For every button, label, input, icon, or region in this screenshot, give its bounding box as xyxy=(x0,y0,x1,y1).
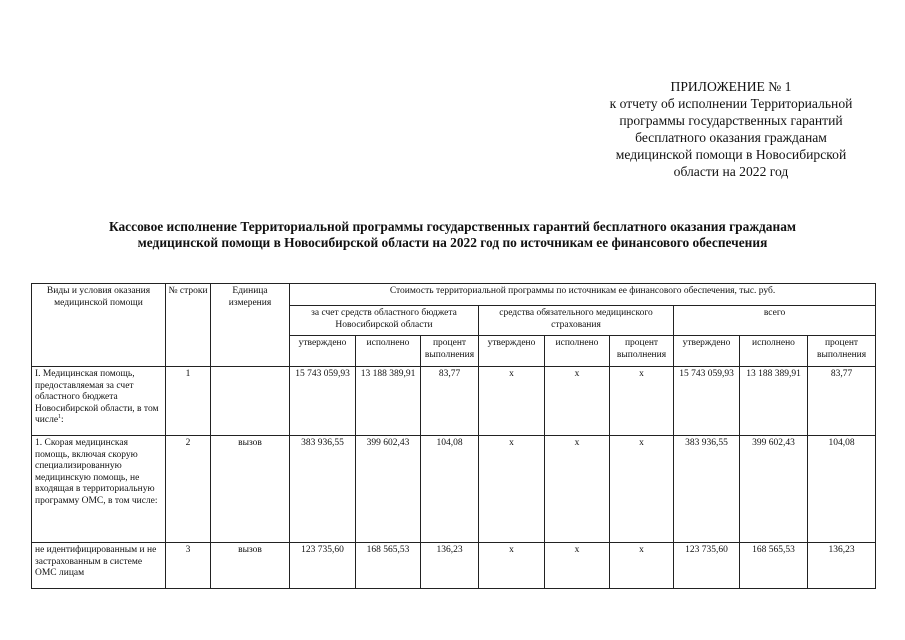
cell-oms-percent: х xyxy=(610,436,674,543)
header-approved: утверждено xyxy=(479,336,545,367)
header-percent: процент выполнения xyxy=(808,336,876,367)
cell-oms-executed: х xyxy=(545,367,610,436)
table-row xyxy=(32,367,876,436)
cell-budget-percent: 83,77 xyxy=(421,367,479,436)
document-title-line: Кассовое исполнение Территориальной программы государственных гарантий бесплатного оказания гражданам xyxy=(108,219,797,234)
appendix-line: медицинской помощи в Новосибирской xyxy=(615,147,847,162)
cell-total-approved: 15 743 059,93 xyxy=(674,367,740,436)
cell-kind-suffix: : xyxy=(61,415,64,425)
table-row xyxy=(32,436,876,543)
cell-unit: вызов xyxy=(211,543,290,589)
cell-row-no: 1 xyxy=(166,367,211,436)
cell-budget-executed: 168 565,53 xyxy=(356,543,421,589)
appendix-line: программы государственных гарантий xyxy=(619,113,843,128)
cell-total-approved: 383 936,55 xyxy=(674,436,740,543)
cell-total-executed: 399 602,43 xyxy=(740,436,808,543)
cell-row-no: 2 xyxy=(166,436,211,543)
cell-unit: вызов xyxy=(211,436,290,543)
document-title-line: медицинской помощи в Новосибирской области на 2022 год по источникам ее финансового обеспечения xyxy=(137,235,768,250)
header-group-oms: средства обязательного медицинского страхования xyxy=(479,306,674,336)
cell-oms-approved: х xyxy=(479,543,545,589)
header-group-budget: за счет средств областного бюджета Новосибирской области xyxy=(290,306,479,336)
table-row xyxy=(32,543,876,589)
header-cost: Стоимость территориальной программы по источникам ее финансового обеспечения, тыс. руб. xyxy=(290,284,876,306)
header-row xyxy=(32,284,876,306)
header-group-total: всего xyxy=(674,306,876,336)
cell-budget-percent: 136,23 xyxy=(421,543,479,589)
footnote-mark: 1 xyxy=(58,413,62,420)
cell-oms-executed: х xyxy=(545,543,610,589)
header-executed: исполнено xyxy=(356,336,421,367)
header-kind: Виды и условия оказания медицинской помощи xyxy=(32,284,166,367)
appendix-line: бесплатного оказания гражданам xyxy=(635,130,827,145)
header-executed: исполнено xyxy=(740,336,808,367)
cell-oms-approved: х xyxy=(479,436,545,543)
header-approved: утверждено xyxy=(674,336,740,367)
header-unit: Единица измерения xyxy=(211,284,290,367)
cell-kind: 1. Скорая медицинская помощь, включая скорую специализированную медицинскую помощь, не входящая в территориальную программу ОМС, в том числе: xyxy=(32,436,166,543)
cell-budget-executed: 399 602,43 xyxy=(356,436,421,543)
appendix-line: ПРИЛОЖЕНИЕ № 1 xyxy=(670,79,792,94)
header-approved: утверждено xyxy=(290,336,356,367)
header-percent: процент выполнения xyxy=(421,336,479,367)
cell-kind: не идентифицированным и не застрахованным в системе ОМС лицам xyxy=(32,543,166,589)
cell-total-approved: 123 735,60 xyxy=(674,543,740,589)
appendix-header xyxy=(578,78,884,180)
cell-budget-approved: 15 743 059,93 xyxy=(290,367,356,436)
cell-budget-executed: 13 188 389,91 xyxy=(356,367,421,436)
appendix-line: области на 2022 год xyxy=(673,164,789,179)
appendix-line: к отчету об исполнении Территориальной xyxy=(609,96,853,111)
cell-budget-approved: 123 735,60 xyxy=(290,543,356,589)
cell-total-executed: 168 565,53 xyxy=(740,543,808,589)
header-percent: процент выполнения xyxy=(610,336,674,367)
cell-total-percent: 104,08 xyxy=(808,436,876,543)
document-title xyxy=(40,219,865,251)
cell-oms-percent: х xyxy=(610,367,674,436)
header-row-no: № строки xyxy=(166,284,211,367)
cell-total-executed: 13 188 389,91 xyxy=(740,367,808,436)
cell-oms-percent: х xyxy=(610,543,674,589)
cell-total-percent: 83,77 xyxy=(808,367,876,436)
cell-budget-percent: 104,08 xyxy=(421,436,479,543)
header-executed: исполнено xyxy=(545,336,610,367)
cell-kind-text: I. Медицинская помощь, предоставляемая за счет областного бюджета Новосибирской области, в том числе xyxy=(35,369,159,425)
cell-total-percent: 136,23 xyxy=(808,543,876,589)
cell-oms-executed: х xyxy=(545,436,610,543)
financing-table xyxy=(31,283,876,589)
cell-oms-approved: х xyxy=(479,367,545,436)
cell-unit xyxy=(211,367,290,436)
cell-kind xyxy=(32,367,166,436)
cell-row-no: 3 xyxy=(166,543,211,589)
cell-budget-approved: 383 936,55 xyxy=(290,436,356,543)
